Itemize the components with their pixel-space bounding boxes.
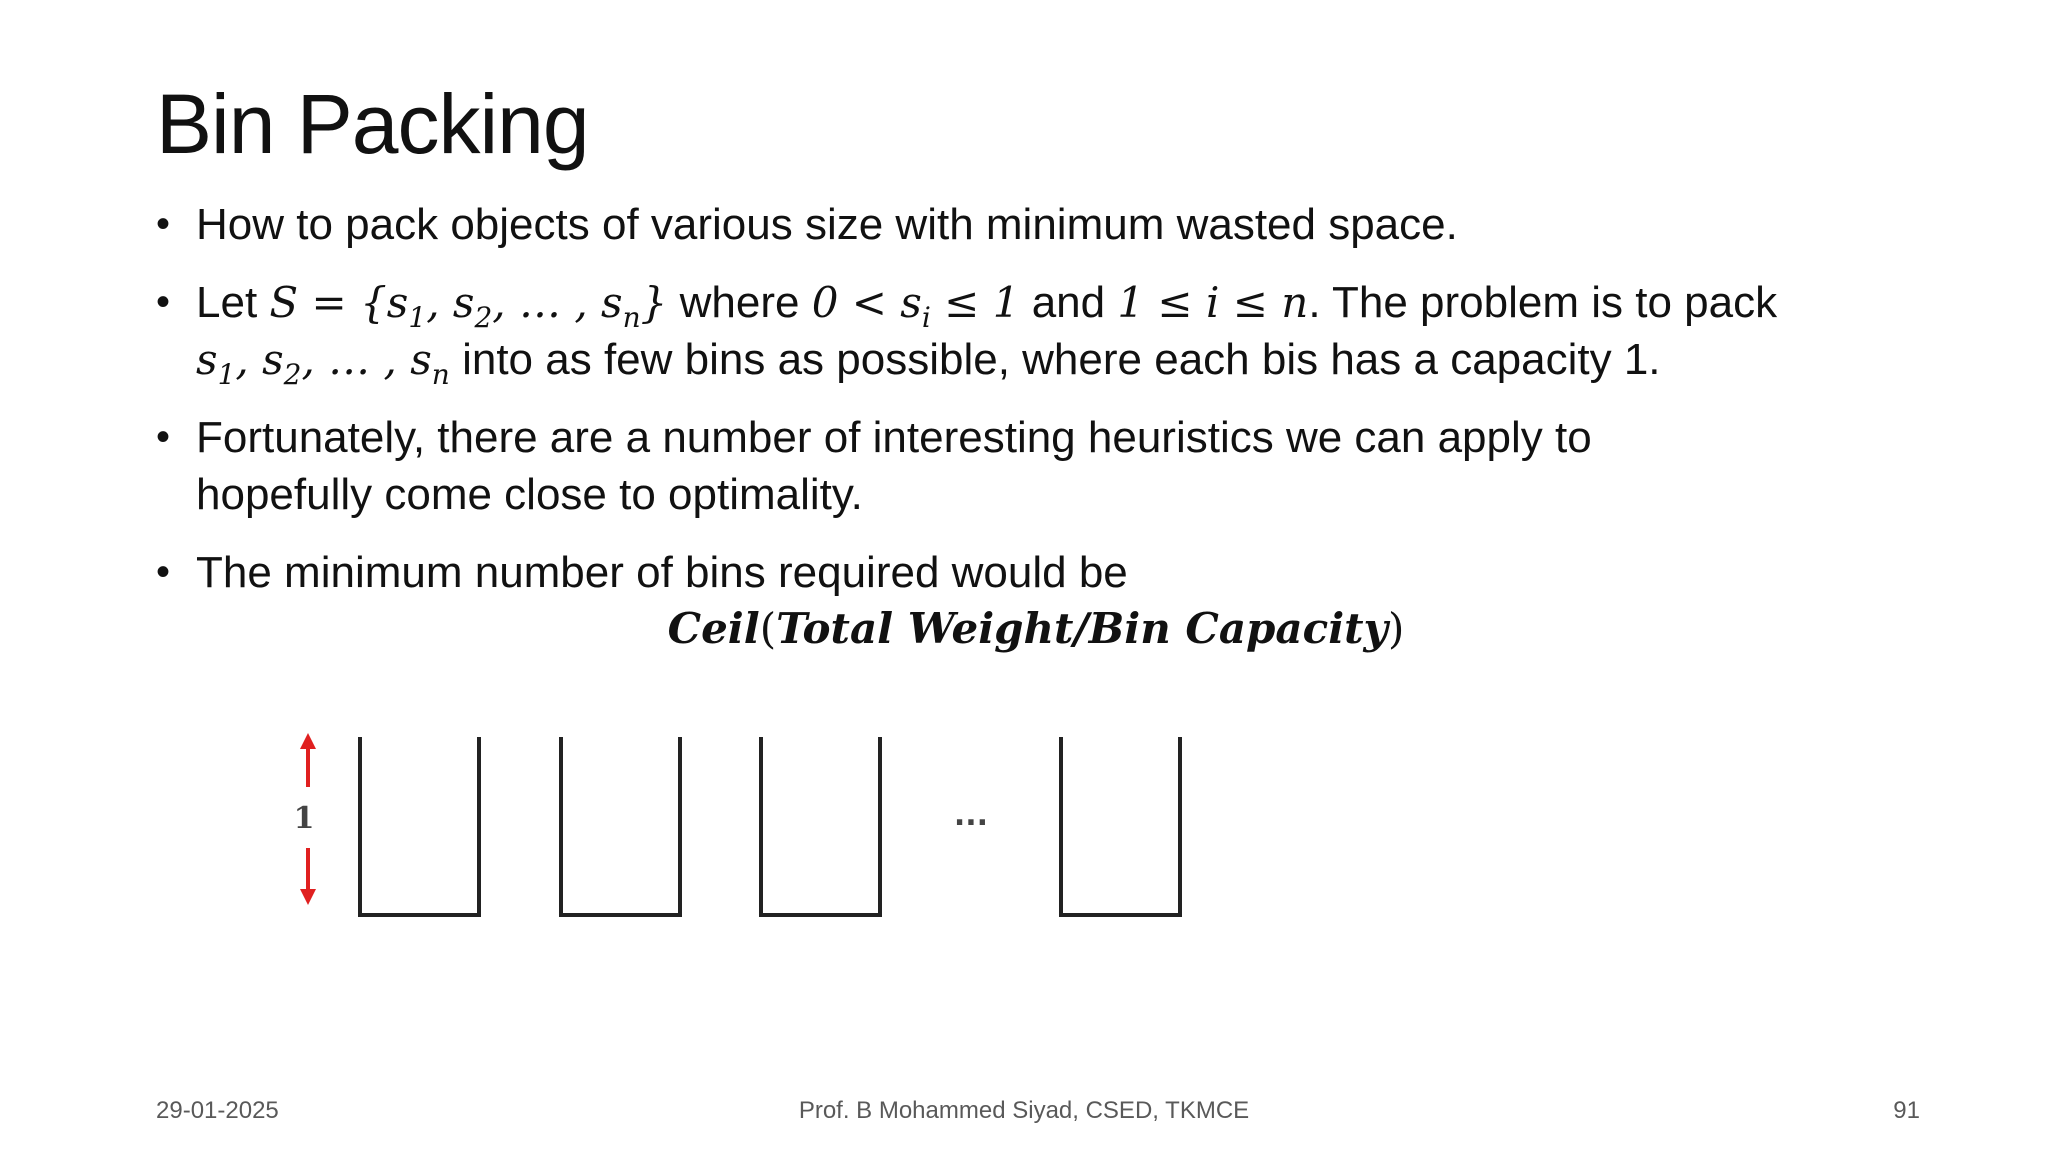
- bullet-dot-icon: •: [156, 202, 171, 246]
- capacity-label: 1: [293, 801, 315, 836]
- bullet-2-let: Let: [196, 278, 258, 327]
- bin-n: [1061, 737, 1180, 915]
- footer-author: Prof. B Mohammed Siyad, CSED, TKMCE: [798, 1097, 1250, 1124]
- bullet-2-where: where: [679, 278, 800, 327]
- bullet-1-text: How to pack objects of various size with minimum wasted space.: [196, 200, 1458, 249]
- page-number: 91: [1893, 1097, 1920, 1124]
- ceil-formula: Ceil(Total Weight/Bin Capacity): [667, 604, 1405, 653]
- bullet-4-text: The minimum number of bins required would be: [196, 548, 1128, 597]
- set-definition: $S = \{s_1$, $s_2$, … , $s_n$}: [269, 278, 668, 334]
- bullet-3-line-2: hopefully come close to optimality.: [196, 470, 863, 519]
- index-condition: 1 ≤ i ≤ n: [1117, 278, 1309, 327]
- bullet-dot-icon: •: [156, 280, 171, 324]
- bullet-dot-icon: •: [156, 415, 171, 459]
- bins-diagram: [280, 725, 1200, 925]
- bullet-3-line-1: Fortunately, there are a number of interesting heuristics we can apply to: [196, 413, 1592, 462]
- bin-2: [561, 737, 680, 915]
- capacity-arrow-up-icon: [300, 733, 316, 787]
- bullet-2-rest1: . The problem is to pack: [1308, 278, 1778, 327]
- footer-date: 29-01-2025: [156, 1097, 279, 1124]
- item-list: $s_1$, $s_2$, … , $s_n$: [196, 335, 450, 391]
- bin-3: [761, 737, 880, 915]
- bullet-dot-icon: •: [156, 550, 171, 594]
- bullet-2-rest2: into as few bins as possible, where each bis has a capacity 1.: [462, 335, 1661, 384]
- size-condition: $0 < s_i \le 1$: [811, 278, 1020, 334]
- bullet-list: [156, 196, 1916, 678]
- bullet-2-and: and: [1031, 278, 1106, 327]
- bin-1: [360, 737, 479, 915]
- bullet-2: [156, 274, 1916, 391]
- bullet-3: [156, 409, 1916, 523]
- bins-ellipsis: ...: [953, 798, 989, 833]
- bullet-1: [156, 196, 1916, 253]
- slide-title: Bin Packing: [156, 77, 589, 171]
- capacity-arrow-down-icon: [300, 848, 316, 905]
- bullet-4: [156, 544, 1916, 657]
